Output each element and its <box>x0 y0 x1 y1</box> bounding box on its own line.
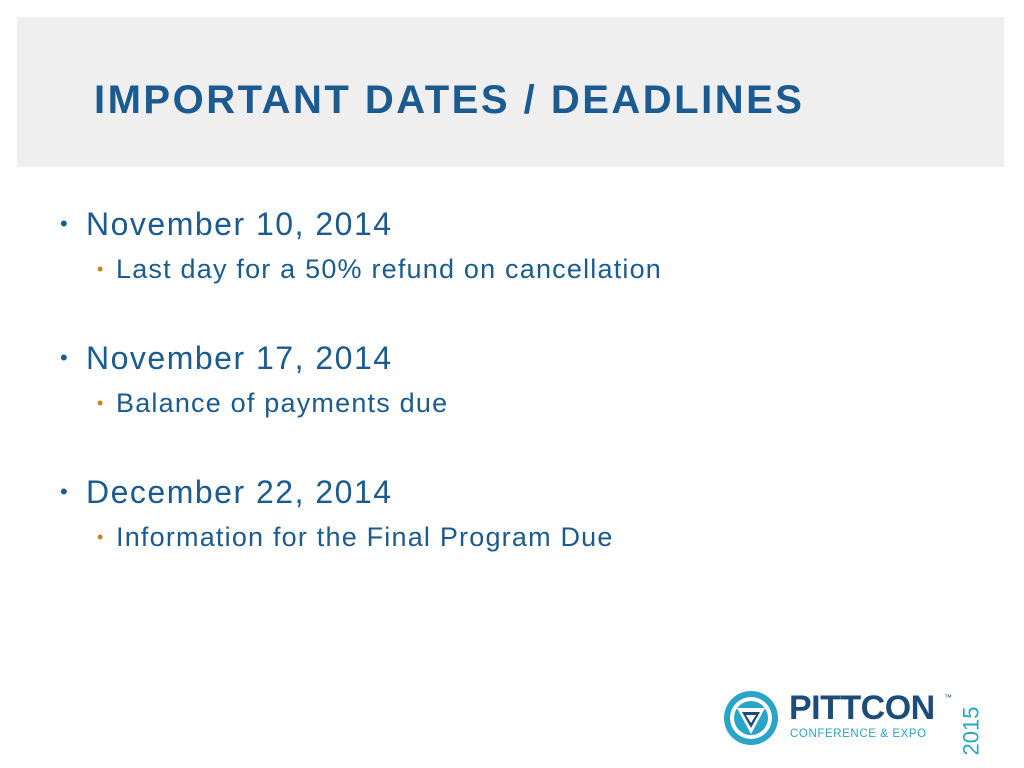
slide-title: IMPORTANT DATES / DEADLINES <box>94 78 805 122</box>
deadline-list <box>56 198 956 600</box>
deadline-date-text: November 10, 2014 <box>86 206 393 242</box>
deadline-detail <box>56 250 956 288</box>
deadline-item <box>56 198 956 288</box>
deadline-date <box>56 332 956 384</box>
deadline-item <box>56 332 956 422</box>
pittcon-shield-logo-icon <box>723 690 779 746</box>
bullet-icon: • <box>60 211 70 236</box>
bullet-icon: • <box>60 345 70 370</box>
deadline-detail-text: Last day for a 50% refund on cancellation <box>116 254 663 284</box>
deadline-item <box>56 466 956 556</box>
deadline-detail <box>56 518 956 556</box>
logo-name: PITTCON <box>789 689 935 727</box>
logo-year: 2015 <box>958 706 984 756</box>
deadline-date <box>56 466 956 518</box>
bullet-icon: • <box>60 479 70 504</box>
logo-trademark: ™ <box>944 693 952 702</box>
sub-bullet-icon: • <box>97 259 105 279</box>
sub-bullet-icon: • <box>97 527 105 547</box>
deadline-date-text: December 22, 2014 <box>86 474 393 510</box>
deadline-date-text: November 17, 2014 <box>86 340 393 376</box>
logo-subtitle: CONFERENCE & EXPO <box>790 728 927 740</box>
deadline-detail <box>56 384 956 422</box>
deadline-detail-text: Information for the Final Program Due <box>116 522 614 552</box>
sub-bullet-icon: • <box>97 393 105 413</box>
pittcon-logo <box>723 688 984 756</box>
deadline-date <box>56 198 956 250</box>
deadline-detail-text: Balance of payments due <box>116 388 449 418</box>
